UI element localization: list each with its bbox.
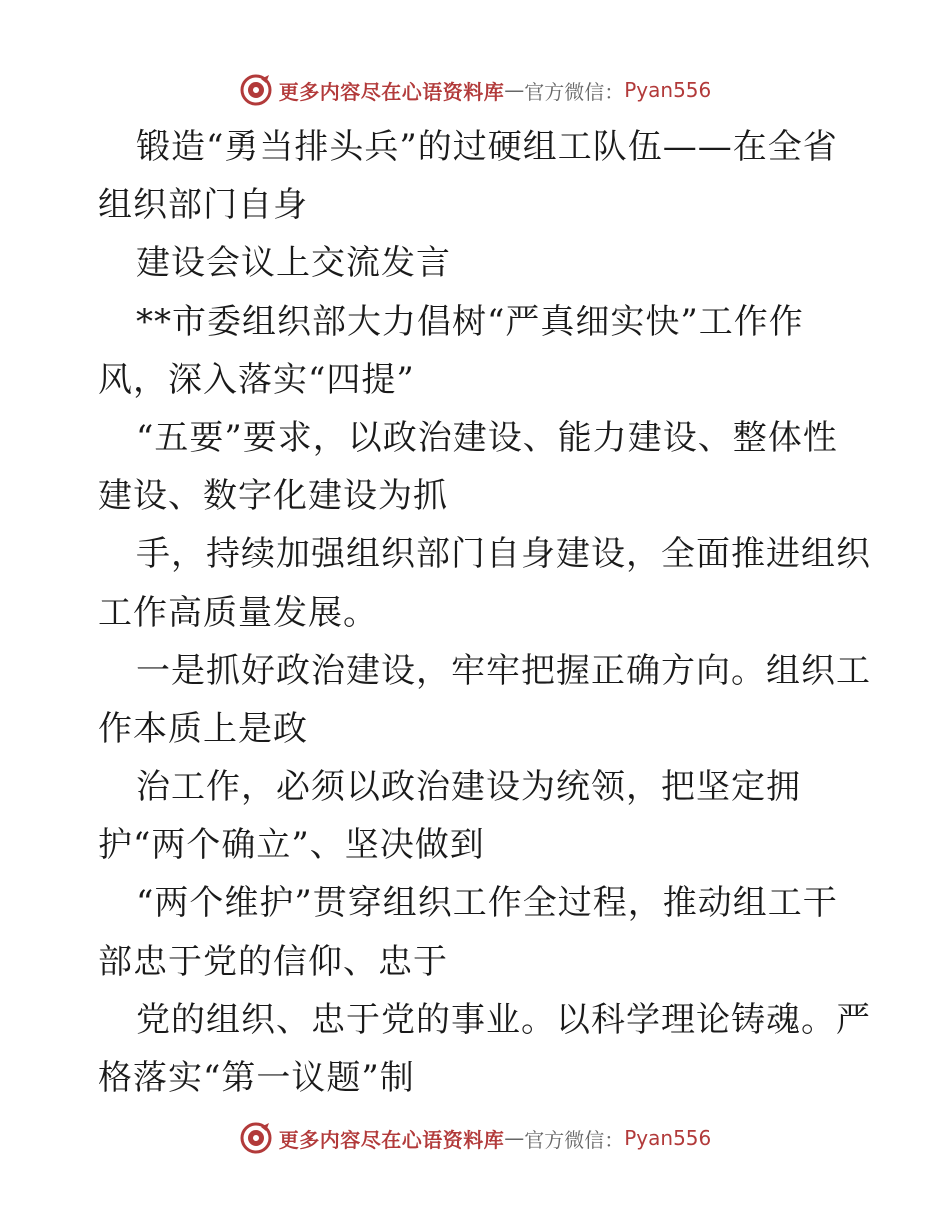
text-line: “五要”要求，以政治建设、能力建设、整体性 (136, 417, 838, 458)
text-line: 风，深入落实“四提” (98, 359, 415, 400)
text-line: 组织部门自身 (98, 185, 308, 226)
text-line: 工作高质量发展。 (98, 592, 378, 633)
watermark-contact-id: Pyan556 (624, 78, 712, 102)
text-line: 格落实“第一议题”制 (98, 1058, 415, 1098)
text-line: 护“两个确立”、坚决做到 (98, 825, 485, 866)
text-line: 手，持续加强组织部门自身建设，全面推进组织 (136, 534, 871, 575)
watermark-contact-id: Pyan556 (624, 1126, 712, 1150)
pen-seal-logo-icon (239, 1121, 273, 1155)
footer-watermark (0, 1118, 950, 1158)
text-line: **市委组织部大力倡树“严真细实快”工作作 (136, 301, 804, 342)
text-line: 建设会议上交流发言 (136, 243, 451, 284)
watermark-contact-label: 官方微信： (524, 1127, 625, 1152)
text-line: 一是抓好政治建设，牢牢把握正确方向。组织工 (136, 650, 871, 691)
text-line: 锻造“勇当排头兵”的过硬组工队伍——在全省 (136, 127, 838, 167)
pen-seal-logo-icon (239, 73, 273, 107)
document-body (98, 118, 871, 1107)
text-line: “两个维护”贯穿组织工作全过程，推动组工干 (136, 883, 838, 924)
watermark-separator: — (504, 78, 525, 102)
watermark-brand: 更多内容尽在心语资料库 (278, 1127, 505, 1152)
text-line: 作本质上是政 (98, 708, 308, 749)
text-line: 党的组织、忠于党的事业。以科学理论铸魂。严 (136, 999, 871, 1040)
watermark-brand: 更多内容尽在心语资料库 (278, 79, 505, 104)
text-line: 治工作，必须以政治建设为统领，把坚定拥 (136, 767, 801, 808)
header-watermark (0, 70, 950, 110)
watermark-separator: — (504, 1126, 525, 1150)
text-line: 部忠于党的信仰、忠于 (98, 941, 448, 982)
watermark-contact-label: 官方微信： (524, 79, 625, 104)
text-line: 建设、数字化建设为抓 (98, 476, 448, 517)
